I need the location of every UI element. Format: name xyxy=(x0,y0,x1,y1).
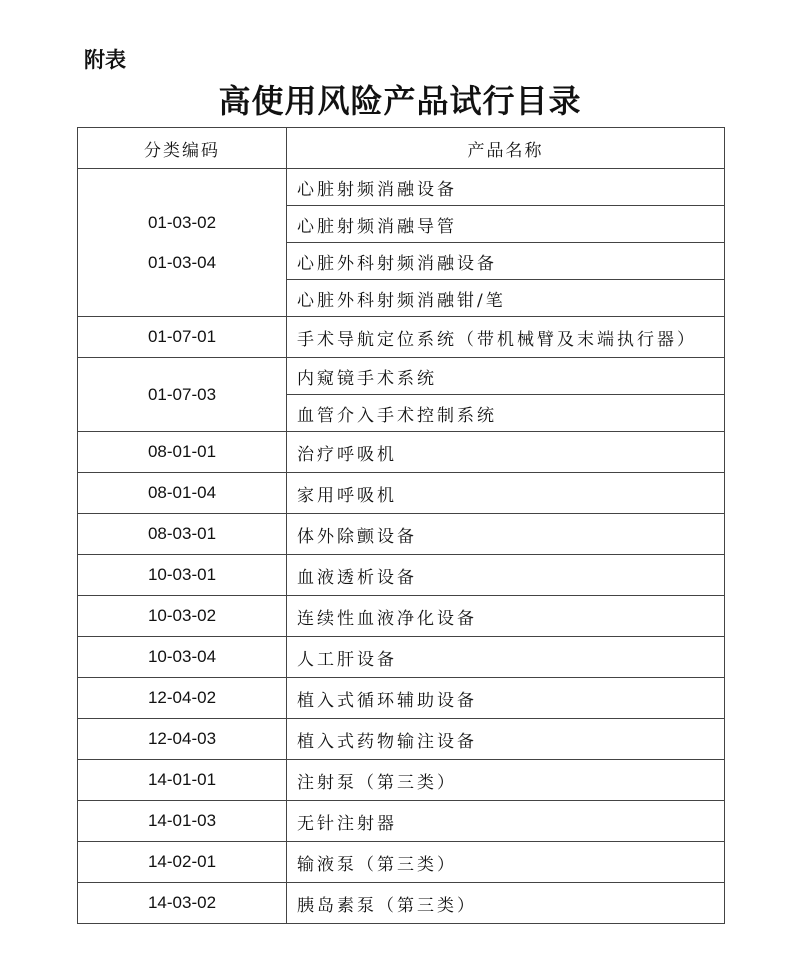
classification-code-cell xyxy=(78,719,287,760)
classification-code: 10-03-04 xyxy=(147,647,217,666)
table-row xyxy=(78,678,725,719)
table-row xyxy=(78,760,725,801)
classification-code-cell xyxy=(78,432,287,473)
product-name-cell: 体外除颤设备 xyxy=(287,514,725,555)
table-row xyxy=(78,317,725,358)
table-row xyxy=(78,169,725,206)
table-row xyxy=(78,883,725,924)
classification-code-cell xyxy=(78,596,287,637)
classification-code: 01-03-02 xyxy=(147,212,217,232)
product-catalog-table xyxy=(77,127,725,924)
table-row xyxy=(78,719,725,760)
classification-code: 14-03-02 xyxy=(147,893,217,912)
classification-code: 14-01-03 xyxy=(147,811,217,830)
classification-code-cell xyxy=(78,169,287,317)
document-title: 高使用风险产品试行目录 xyxy=(218,82,582,120)
product-name-cell: 胰岛素泵（第三类） xyxy=(287,883,725,924)
classification-code: 08-01-01 xyxy=(147,442,217,461)
product-name-cell: 连续性血液净化设备 xyxy=(287,596,725,637)
classification-code-cell xyxy=(78,801,287,842)
classification-code-cell xyxy=(78,473,287,514)
header-code: 分类编码 xyxy=(78,128,287,169)
product-name-cell: 家用呼吸机 xyxy=(287,473,725,514)
classification-code-cell xyxy=(78,883,287,924)
classification-code: 14-02-01 xyxy=(147,852,217,871)
table-row xyxy=(78,555,725,596)
product-name-cell: 血管介入手术控制系统 xyxy=(287,395,725,432)
table-row xyxy=(78,514,725,555)
product-name-cell: 内窥镜手术系统 xyxy=(287,358,725,395)
product-name-cell: 治疗呼吸机 xyxy=(287,432,725,473)
product-name-cell: 心脏外科射频消融设备 xyxy=(287,243,725,280)
classification-code-cell xyxy=(78,678,287,719)
classification-code-cell xyxy=(78,842,287,883)
classification-code: 08-03-01 xyxy=(147,524,217,543)
product-name-cell: 人工肝设备 xyxy=(287,637,725,678)
classification-code: 10-03-02 xyxy=(147,606,217,625)
table-row xyxy=(78,842,725,883)
product-name-cell: 无针注射器 xyxy=(287,801,725,842)
classification-code: 01-07-03 xyxy=(147,384,217,404)
classification-code: 01-03-04 xyxy=(147,252,217,272)
table-body xyxy=(78,169,725,924)
header-name: 产品名称 xyxy=(287,128,725,169)
table-row xyxy=(78,637,725,678)
product-name-cell: 手术导航定位系统（带机械臂及末端执行器） xyxy=(287,317,725,358)
table-row xyxy=(78,473,725,514)
classification-code: 12-04-03 xyxy=(147,729,217,748)
classification-code: 14-01-01 xyxy=(147,770,217,789)
classification-code-cell xyxy=(78,637,287,678)
table-row xyxy=(78,432,725,473)
classification-code-cell xyxy=(78,317,287,358)
table-row xyxy=(78,596,725,637)
classification-code-cell xyxy=(78,555,287,596)
classification-code-cell xyxy=(78,358,287,432)
product-name-cell: 注射泵（第三类） xyxy=(287,760,725,801)
product-name-cell: 血液透析设备 xyxy=(287,555,725,596)
product-name-cell: 心脏外科射频消融钳/笔 xyxy=(287,280,725,317)
product-name-cell: 心脏射频消融设备 xyxy=(287,169,725,206)
table-row xyxy=(78,801,725,842)
product-name-cell: 植入式循环辅助设备 xyxy=(287,678,725,719)
product-name-cell: 输液泵（第三类） xyxy=(287,842,725,883)
classification-code: 08-01-04 xyxy=(147,483,217,502)
annex-label: 附表 xyxy=(84,48,126,72)
product-name-cell: 心脏射频消融导管 xyxy=(287,206,725,243)
table-row xyxy=(78,358,725,395)
classification-code: 12-04-02 xyxy=(147,688,217,707)
classification-code-cell xyxy=(78,514,287,555)
product-name-cell: 植入式药物输注设备 xyxy=(287,719,725,760)
classification-code: 10-03-01 xyxy=(147,565,217,584)
classification-code: 01-07-01 xyxy=(147,327,217,346)
table-header-row xyxy=(78,128,725,169)
classification-code-cell xyxy=(78,760,287,801)
